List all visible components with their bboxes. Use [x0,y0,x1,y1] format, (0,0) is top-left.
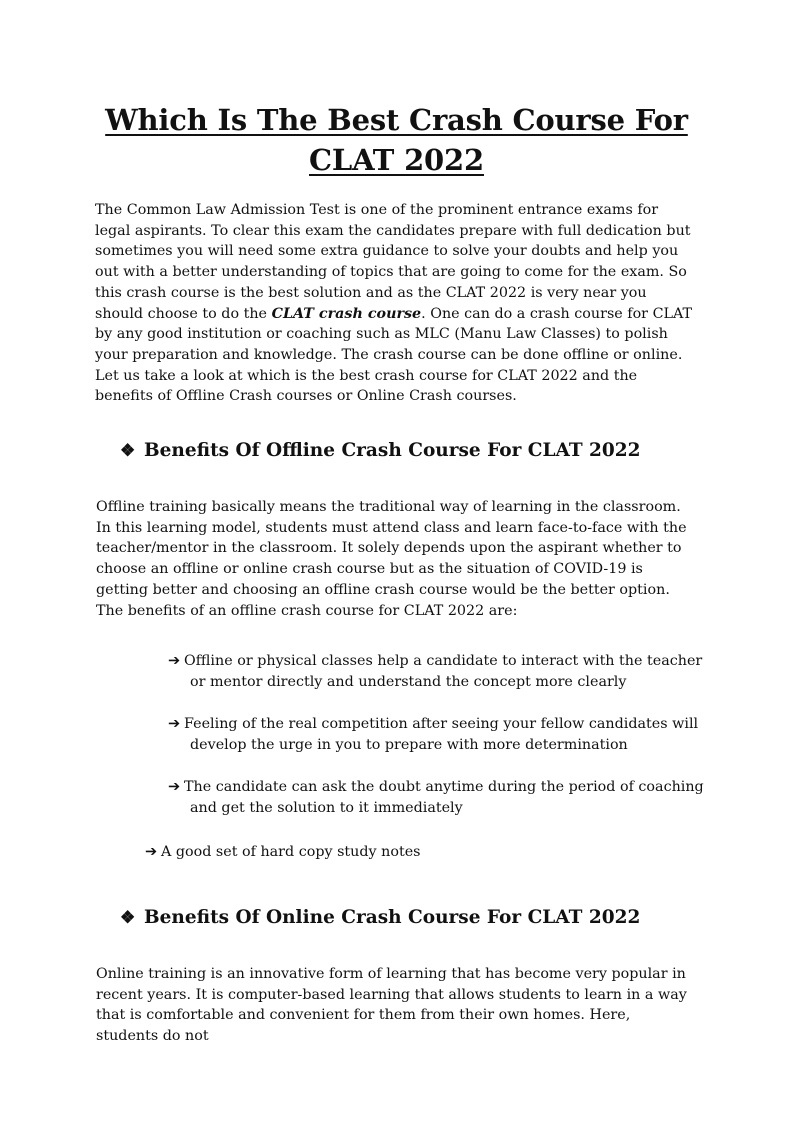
offline-point-1-line-1: Offline or physical classes help a candidate to interact with the teacher [183,653,703,669]
offline-point-2 [168,714,708,755]
diamond-bullet-icon: ❖ [120,441,136,461]
offline-heading-text: Benefits Of Offline Crash Course For CLAT 2022 [144,440,641,461]
intro-text-end: . One can do a crash course for CLAT by any good institution or coaching such as MLC (Manu Law Classes) to polish your preparation and knowledge. The crash course can be done offline or online. Let us take a look at which is the best crash course for CLAT 2022 and the benefits of Offline Crash courses or Online Crash courses. [95,305,693,405]
diamond-bullet-icon: ❖ [120,908,136,928]
offline-body-paragraph: Offline training basically means the traditional way of learning in the classroom. In this learning model, students must attend class and learn face-to-face with the teacher/mentor in the classroom. It solely depends upon the aspirant whether to choose an offline or online crash course but as the situation of COVID-19 is getting better and choosing an offline crash course would be the better option. The benefits of an offline crash course for CLAT 2022 are: [96,499,687,619]
intro-paragraph [95,200,695,407]
offline-point-4-text: A good set of hard copy study notes [160,844,421,860]
offline-point-1-line-2: or mentor directly and understand the concept more clearly [190,673,627,690]
offline-point-3-line-2: and get the solution to it immediately [190,799,463,816]
arrow-icon: ➔ [168,653,180,669]
arrow-icon: ➔ [145,844,157,860]
online-heading-text: Benefits Of Online Crash Course For CLAT 2022 [144,907,641,928]
intro-text-start: The Common Law Admission Test is one of the prominent entrance exams for legal aspirants. To clear this exam the candidates prepare with full dedication but sometimes you will need some extra guidance to solve your doubts and help you out with a better understanding of topics that are going to come for the exam. So this crash course is the best solution and as the CLAT 2022 is very near you should choose to do the [95,202,691,322]
offline-point-4 [145,842,685,863]
intro-emphasis: CLAT crash course [271,305,422,322]
online-section-heading [120,906,640,930]
offline-section-heading [120,439,641,463]
arrow-icon: ➔ [168,716,180,732]
offline-point-2-line-2: develop the urge in you to prepare with more determination [190,736,628,753]
offline-point-1 [168,651,708,692]
offline-point-2-line-1: Feeling of the real competition after seeing your fellow candidates will [183,716,699,732]
arrow-icon: ➔ [168,779,180,795]
online-body-paragraph: Online training is an innovative form of learning that has become very popular in recent years. It is computer-based learning that allows students to learn in a way that is comfortable and convenient for them from their own homes. Here, students do not [96,966,687,1045]
page-title-line-1: Which Is The Best Crash Course For [105,103,688,137]
page-title [60,100,733,180]
page-title-line-2: CLAT 2022 [309,143,484,177]
offline-point-3-line-1: The candidate can ask the doubt anytime during the period of coaching [183,779,704,795]
offline-point-3 [168,777,708,818]
